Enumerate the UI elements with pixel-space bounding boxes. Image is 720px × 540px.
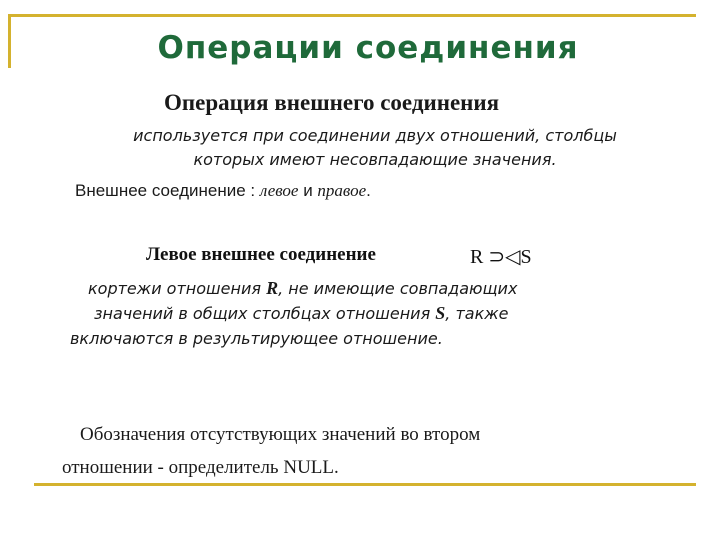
description-line-1 <box>70 276 660 301</box>
join-types <box>75 181 371 201</box>
null-note-line-2: отношении - определитель NULL. <box>62 457 339 478</box>
frame-top-line <box>8 14 696 17</box>
definition-line-1: используется при соединении двух отношений, столбцы <box>133 126 617 145</box>
description-line-3: включаются в результирующее отношение. <box>70 329 443 348</box>
join-types-prefix: Внешнее соединение : <box>75 181 256 200</box>
left-join-description <box>70 276 660 351</box>
null-note <box>62 418 622 484</box>
null-note-line-1: Обозначения отсутствующих значений во втором <box>80 424 481 445</box>
definition-text <box>60 124 690 172</box>
slide-title: Операции соединения <box>157 30 579 66</box>
description-line-2 <box>70 301 660 326</box>
join-type-right: правое <box>317 181 367 200</box>
definition-line-2: которых имеют несовпадающие значения. <box>193 150 557 169</box>
relation-r: R <box>266 278 279 298</box>
left-join-formula: R ⊃◁S <box>470 246 532 268</box>
description-text-2: , не имеющие совпадающих <box>278 279 518 298</box>
description-text-3: значений в общих столбцах отношения <box>94 304 436 323</box>
join-types-and: и <box>303 181 313 200</box>
left-join-heading: Левое внешнее соединение <box>146 244 376 265</box>
join-types-end: . <box>366 181 371 200</box>
description-text-1: кортежи отношения <box>88 279 267 298</box>
relation-s: S <box>435 303 446 323</box>
description-text-4: , также <box>445 304 509 323</box>
join-type-left: левое <box>259 181 299 200</box>
slide-subtitle: Операция внешнего соединения <box>164 90 500 115</box>
